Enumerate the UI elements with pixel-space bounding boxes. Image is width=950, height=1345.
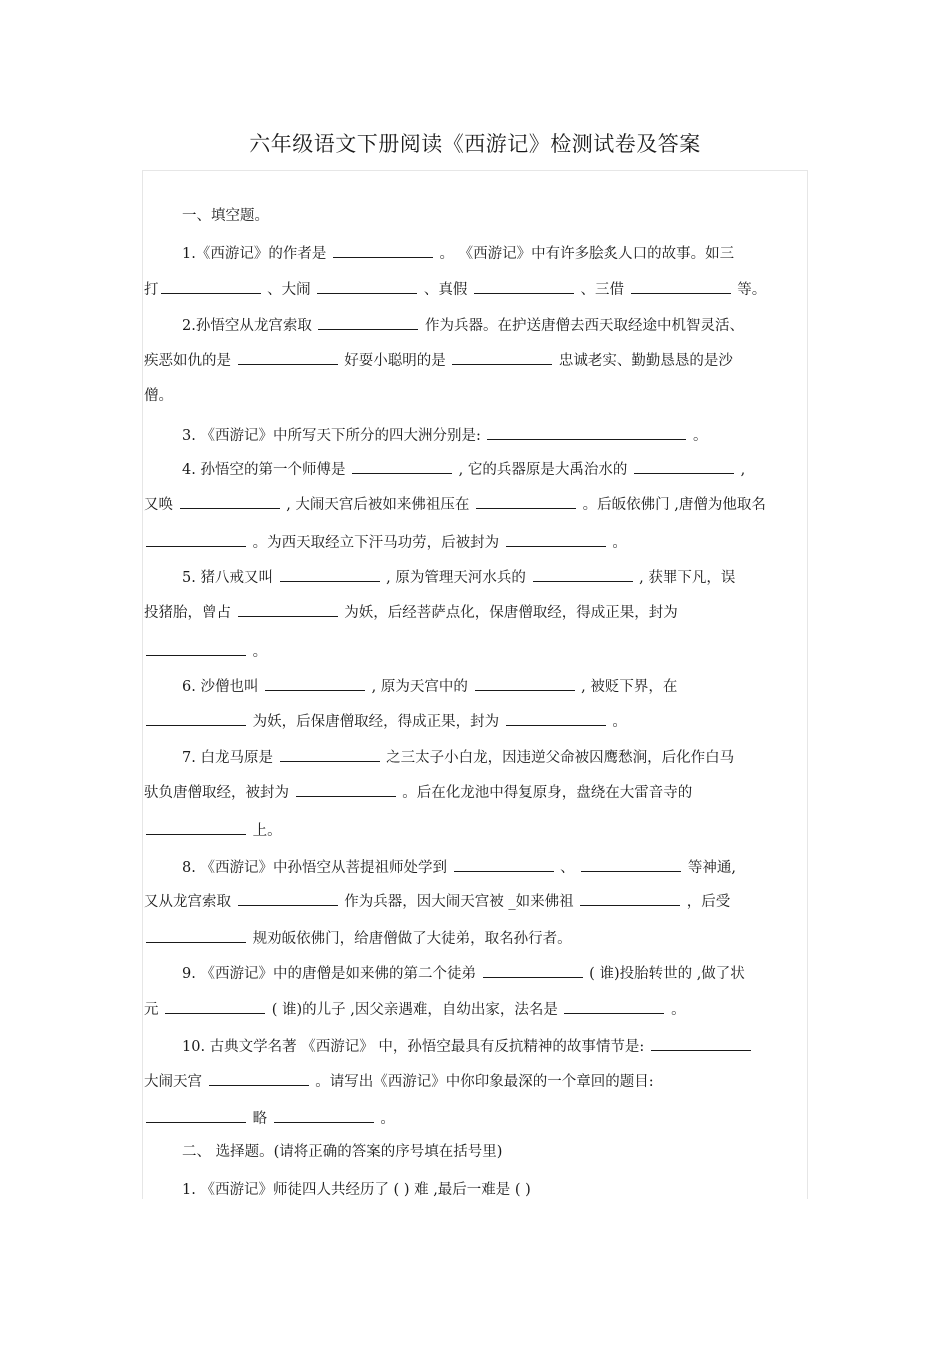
question-line: 为妖，后保唐僧取经，得成正果，封为 。: [144, 711, 627, 732]
question-line: 5. 猪八戒又叫 , 原为管理天河水兵的 , 获罪下凡，误: [182, 567, 735, 588]
answer-blank[interactable]: [265, 676, 365, 691]
answer-blank[interactable]: [146, 928, 246, 943]
answer-blank[interactable]: [209, 1071, 309, 1086]
question-line: 驮负唐僧取经，被封为 。后在化龙池中得复原身，盘绕在大雷音寺的: [144, 782, 692, 803]
question-line: 。: [144, 641, 267, 662]
question-line: 2.孙悟空从龙宫索取 作为兵器。在护送唐僧去西天取经途中机智灵活、: [182, 315, 744, 336]
answer-blank[interactable]: [146, 1108, 246, 1123]
question-line: 4. 孙悟空的第一个师傅是 , 它的兵器原是大禹治水的 ,: [182, 459, 745, 480]
answer-blank[interactable]: [352, 459, 452, 474]
answer-blank[interactable]: [580, 891, 680, 906]
answer-blank[interactable]: [452, 350, 552, 365]
answer-blank[interactable]: [533, 567, 633, 582]
answer-blank[interactable]: [238, 891, 338, 906]
answer-blank[interactable]: [476, 494, 576, 509]
answer-blank[interactable]: [274, 1108, 374, 1123]
answer-blank[interactable]: [631, 279, 731, 294]
answer-blank[interactable]: [634, 459, 734, 474]
question-line: 又从龙宫索取 作为兵器，因大闹天宫被 _如来佛祖 ，后受: [144, 891, 730, 912]
answer-blank[interactable]: [506, 532, 606, 547]
question-line: 8. 《西游记》中孙悟空从菩提祖师处学到 、 等神通,: [182, 857, 736, 878]
answer-blank[interactable]: [180, 494, 280, 509]
question-line: 打 、大闹 、真假 、三借 等。: [144, 279, 766, 300]
question-line: 疾恶如仇的是 好耍小聪明的是 忠诚老实、勤勤恳恳的是沙: [144, 350, 733, 371]
answer-blank[interactable]: [483, 963, 583, 978]
answer-blank[interactable]: [238, 350, 338, 365]
question-line: 大闹天宫 。请写出《西游记》中你印象最深的一个章回的题目:: [144, 1071, 654, 1092]
answer-blank[interactable]: [487, 425, 686, 440]
question-line: 。为西天取经立下汗马功劳，后被封为 。: [144, 532, 627, 553]
question-line: 二、 选择题。(请将正确的答案的序号填在括号里): [182, 1144, 503, 1160]
answer-blank[interactable]: [280, 567, 380, 582]
question-line: 1. 《西游记》师徒四人共经历了 ( ) 难 ,最后一难是 ( ): [182, 1182, 531, 1198]
answer-blank[interactable]: [161, 279, 261, 294]
question-line: 3. 《西游记》中所写天下所分的四大洲分别是: 。: [182, 425, 708, 446]
answer-blank[interactable]: [165, 999, 265, 1014]
answer-blank[interactable]: [651, 1036, 751, 1051]
question-line: 僧。: [144, 388, 173, 404]
answer-blank[interactable]: [146, 820, 246, 835]
answer-blank[interactable]: [296, 782, 396, 797]
answer-blank[interactable]: [475, 676, 575, 691]
answer-blank[interactable]: [280, 747, 380, 762]
question-line: 10. 古典文学名著 《西游记》 中，孙悟空最具有反抗精神的故事情节是:: [182, 1036, 753, 1057]
answer-blank[interactable]: [506, 711, 606, 726]
question-line: 7. 白龙马原是 之三太子小白龙，因违逆父命被囚鹰愁涧，后化作白马: [182, 747, 734, 768]
answer-blank[interactable]: [333, 243, 433, 258]
answer-blank[interactable]: [454, 857, 554, 872]
question-line: 1.《西游记》的作者是 。 《西游记》中有许多脍炙人口的故事。如三: [182, 243, 734, 264]
answer-blank[interactable]: [238, 602, 338, 617]
answer-blank[interactable]: [146, 641, 246, 656]
question-line: 上。: [144, 820, 282, 841]
answer-blank[interactable]: [581, 857, 681, 872]
answer-blank[interactable]: [146, 711, 246, 726]
question-line: 又唤 , 大闹天宫后被如来佛祖压在 。后皈依佛门 ,唐僧为他取名: [144, 494, 766, 515]
answer-blank[interactable]: [564, 999, 664, 1014]
question-line: 略 。: [144, 1108, 395, 1129]
question-line: 投猪胎，曾占 为妖，后经菩萨点化，保唐僧取经，得成正果，封为: [144, 602, 678, 623]
question-line: 元 ( 谁)的儿子 ,因父亲遇难，自幼出家，法名是 。: [144, 999, 686, 1020]
question-line: 规劝皈依佛门，给唐僧做了大徒弟，取名孙行者。: [144, 928, 572, 949]
question-line: 9. 《西游记》中的唐僧是如来佛的第二个徒弟 ( 谁)投胎转世的 ,做了状: [182, 963, 745, 984]
answer-blank[interactable]: [146, 532, 246, 547]
question-line: 6. 沙僧也叫 , 原为天宫中的 , 被贬下界，在: [182, 676, 677, 697]
answer-blank[interactable]: [317, 279, 417, 294]
page-title: 六年级语文下册阅读《西游记》检测试卷及答案: [249, 132, 701, 156]
answer-blank[interactable]: [474, 279, 574, 294]
question-line: 一、填空题。: [182, 208, 269, 224]
answer-blank[interactable]: [318, 315, 418, 330]
